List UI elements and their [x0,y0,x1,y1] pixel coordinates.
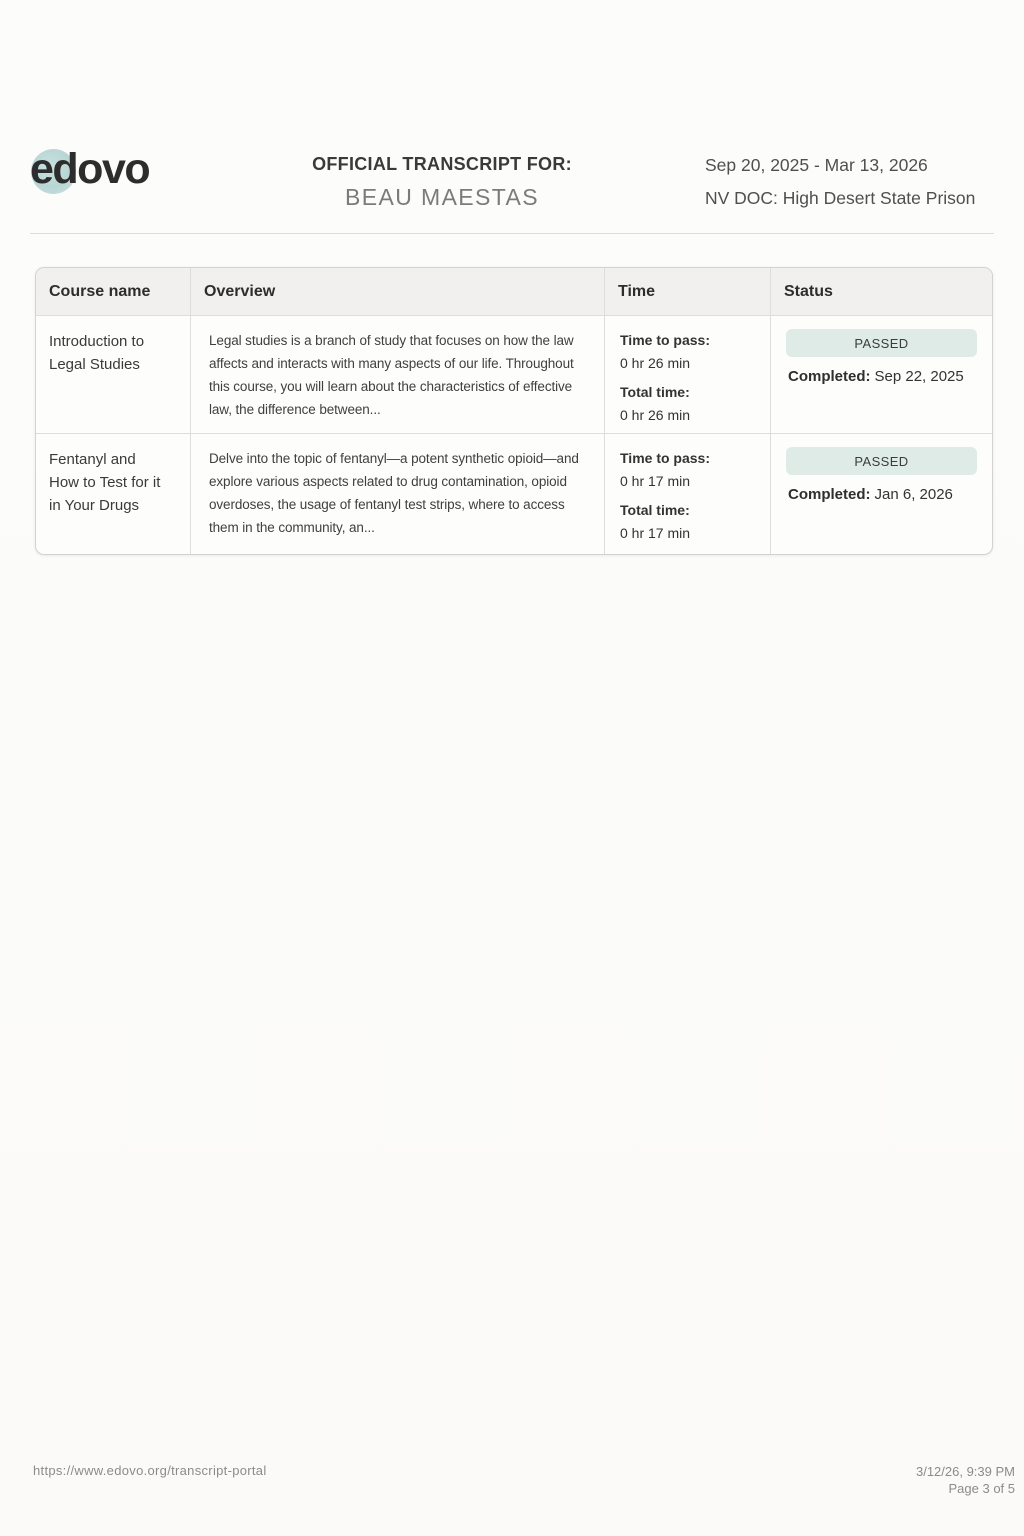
course-table [35,267,993,555]
column-header-overview: Overview [191,268,605,316]
total-time-value: 0 hr 17 min [620,525,691,541]
total-time-label: Total time: [620,502,690,518]
total-time-label: Total time: [620,384,690,400]
logo-text: edovo [30,145,150,193]
table-row-2-status [771,434,992,554]
status-badge-passed: PASSED [786,329,977,357]
edovo-logo [30,144,149,194]
completed-date: Sep 22, 2025 [874,368,964,385]
table-row-1-time [605,316,771,434]
completed-date: Jan 6, 2026 [874,486,953,503]
table-row-1-course-name: Introduction to Legal Studies [36,316,191,434]
table-row-2-time [605,434,771,554]
table-row-2-course-name: Fentanyl and How to Test for it in Your Drugs [36,434,191,554]
completed-line [788,368,977,385]
completed-label: Completed: [788,368,871,385]
completed-label: Completed: [788,486,871,503]
completed-line [788,486,977,503]
footer-url: https://www.edovo.org/transcript-portal [33,1463,267,1478]
facility-name: NV DOC: High Desert State Prison [705,188,976,208]
time-to-pass-value: 0 hr 26 min [620,355,691,371]
total-time-value: 0 hr 26 min [620,407,691,423]
status-badge-passed: PASSED [786,447,977,475]
title-block [262,154,622,211]
footer-datetime: 3/12/26, 9:39 PM [915,1464,1015,1479]
student-name: BEAU MAESTAS [344,184,540,210]
time-to-pass-label: Time to pass: [620,332,710,348]
header-info-block [705,155,1005,209]
table-row-1-overview: Legal studies is a branch of study that focuses on how the law affects and interacts with many aspects of our life. Throughout this course, you will learn about the characteristics of effective law, the difference between... [191,316,605,434]
column-header-course-name: Course name [36,268,191,316]
table-row-1-status [771,316,992,434]
footer-page-number: Page 3 of 5 [948,1481,1015,1496]
transcript-date-range: Sep 20, 2025 - Mar 13, 2026 [705,155,928,175]
footer-right-block [916,1463,1015,1497]
table-row-2-overview: Delve into the topic of fentanyl—a potent synthetic opioid—and explore various aspects related to drug contamination, opioid overdoses, the usage of fentanyl test strips, where to access them in the community, an... [191,434,605,554]
column-header-status: Status [771,268,992,316]
column-header-time: Time [605,268,771,316]
header-divider [30,233,994,234]
page-title: OFFICIAL TRANSCRIPT FOR: [312,154,572,174]
time-to-pass-value: 0 hr 17 min [620,473,691,489]
time-to-pass-label: Time to pass: [620,450,710,466]
